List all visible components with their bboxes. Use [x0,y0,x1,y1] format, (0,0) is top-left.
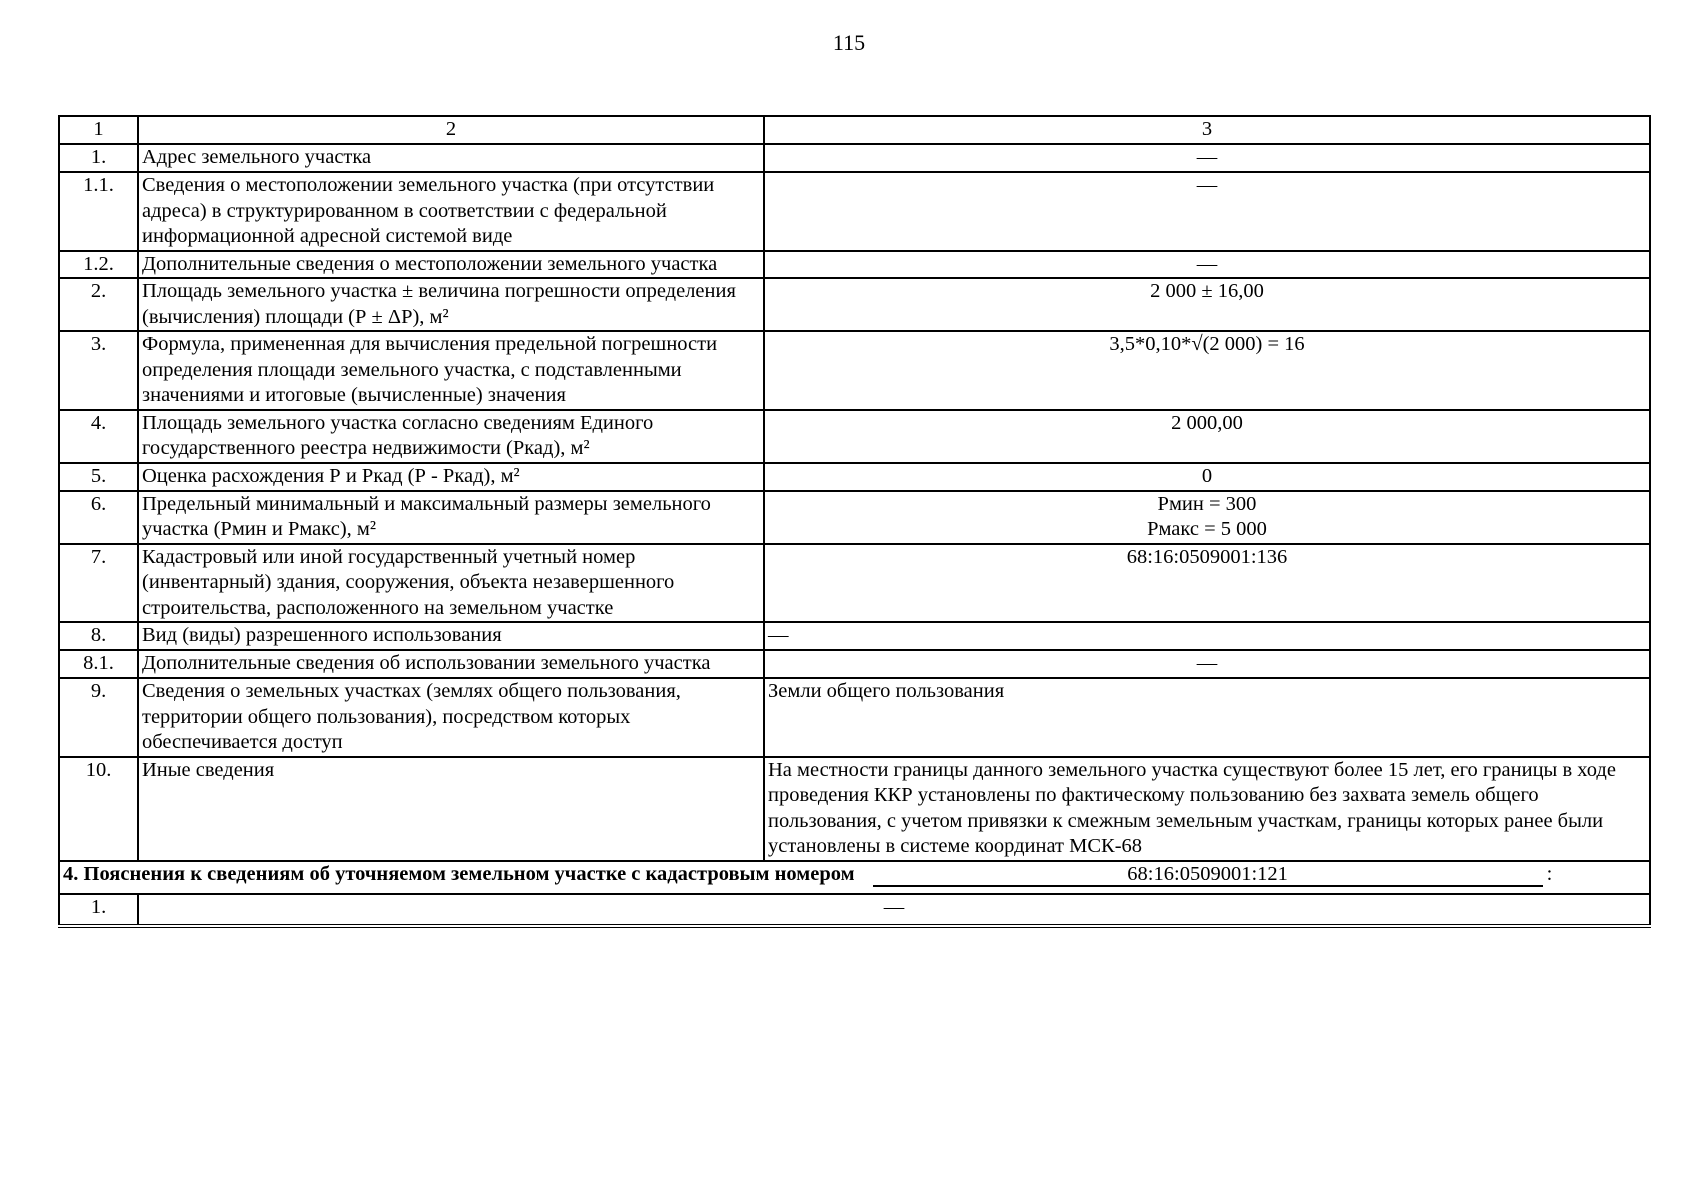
row-number: 1.2. [59,251,138,279]
table-row [59,650,1650,678]
row-value: — [138,894,1650,926]
table-row [59,757,1650,861]
land-plot-table [58,115,1651,928]
section-4-row [59,894,1650,926]
row-number: 10. [59,757,138,861]
row-label: Сведения о земельных участках (землях общего пользования, территории общего пользования), посредством которых обеспечивается доступ [138,678,764,757]
table-row [59,144,1650,172]
max-size-value: Рмакс = 5 000 [1147,518,1267,540]
cadastral-number: 68:16:0509001:121 [873,863,1543,887]
table-row [59,331,1650,410]
row-number: 9. [59,678,138,757]
row-number: 7. [59,544,138,623]
row-label: Площадь земельного участка ± величина погрешности определения (вычисления) площади (Р ± ΔР), м² [138,278,764,331]
row-value: — [764,650,1650,678]
min-size-value: Рмин = 300 [1157,492,1257,515]
row-label: Площадь земельного участка согласно сведениям Единого государственного реестра недвижимости (Ркад), м² [138,410,764,463]
row-value: Земли общего пользования [764,678,1650,757]
row-label: Кадастровый или иной государственный учетный номер (инвентарный) здания, сооружения, объекта незавершенного строительства, расположенного на земельном участке [138,544,764,623]
row-value: — [764,251,1650,279]
row-number: 8. [59,622,138,650]
column-header-2: 2 [138,116,764,144]
row-label: Вид (виды) разрешенного использования [138,622,764,650]
row-value [764,491,1650,544]
table-row [59,491,1650,544]
row-label: Оценка расхождения Р и Ркад (Р - Ркад), м² [138,463,764,491]
row-number: 2. [59,278,138,331]
table-header-row [59,116,1650,144]
row-number: 3. [59,331,138,410]
section-4-title: 4. Пояснения к сведениям об уточняемом земельном участке с кадастровым номером [63,862,855,885]
row-value: — [764,172,1650,251]
row-number: 5. [59,463,138,491]
row-label: Формула, примененная для вычисления предельной погрешности определения площади земельного участка, с подставленными значениями и итоговые (вычисленные) значения [138,331,764,410]
row-number: 6. [59,491,138,544]
row-label: Иные сведения [138,757,764,861]
row-label: Адрес земельного участка [138,144,764,172]
row-value: На местности границы данного земельного участка существуют более 15 лет, его границы в ходе проведения ККР установлены по фактическому пользованию без захвата земель общего пользования, с учетом привязки к смежным земельным участкам, границы которых ранее были установлены в системе координат МСК-68 [764,757,1650,861]
row-value: 68:16:0509001:136 [764,544,1650,623]
table-row [59,251,1650,279]
column-header-1: 1 [59,116,138,144]
page-number: 115 [832,30,866,55]
row-value: 3,5*0,10*√(2 000) = 16 [764,331,1650,410]
row-number: 1. [59,894,138,926]
row-number: 8.1. [59,650,138,678]
row-label: Сведения о местоположении земельного участка (при отсутствии адреса) в структурированном в соответствии с федеральной информационной адресной системой виде [138,172,764,251]
table-row [59,278,1650,331]
section-4-header [59,861,1650,894]
row-value: 0 [764,463,1650,491]
row-number: 1.1. [59,172,138,251]
table-row [59,544,1650,623]
table-row [59,622,1650,650]
row-number: 1. [59,144,138,172]
table-row [59,678,1650,757]
table-row [59,463,1650,491]
row-value: 2 000 ± 16,00 [764,278,1650,331]
section-4-colon: : [1546,862,1553,885]
row-value: 2 000,00 [764,410,1650,463]
table-row [59,410,1650,463]
row-label: Дополнительные сведения об использовании земельного участка [138,650,764,678]
row-number: 4. [59,410,138,463]
row-value: — [764,144,1650,172]
row-label: Дополнительные сведения о местоположении земельного участка [138,251,764,279]
table-row [59,172,1650,251]
row-value: — [764,622,1650,650]
row-label: Предельный минимальный и максимальный размеры земельного участка (Рмин и Рмакс), м² [138,491,764,544]
section-4-header-row [59,861,1650,894]
column-header-3: 3 [764,116,1650,144]
